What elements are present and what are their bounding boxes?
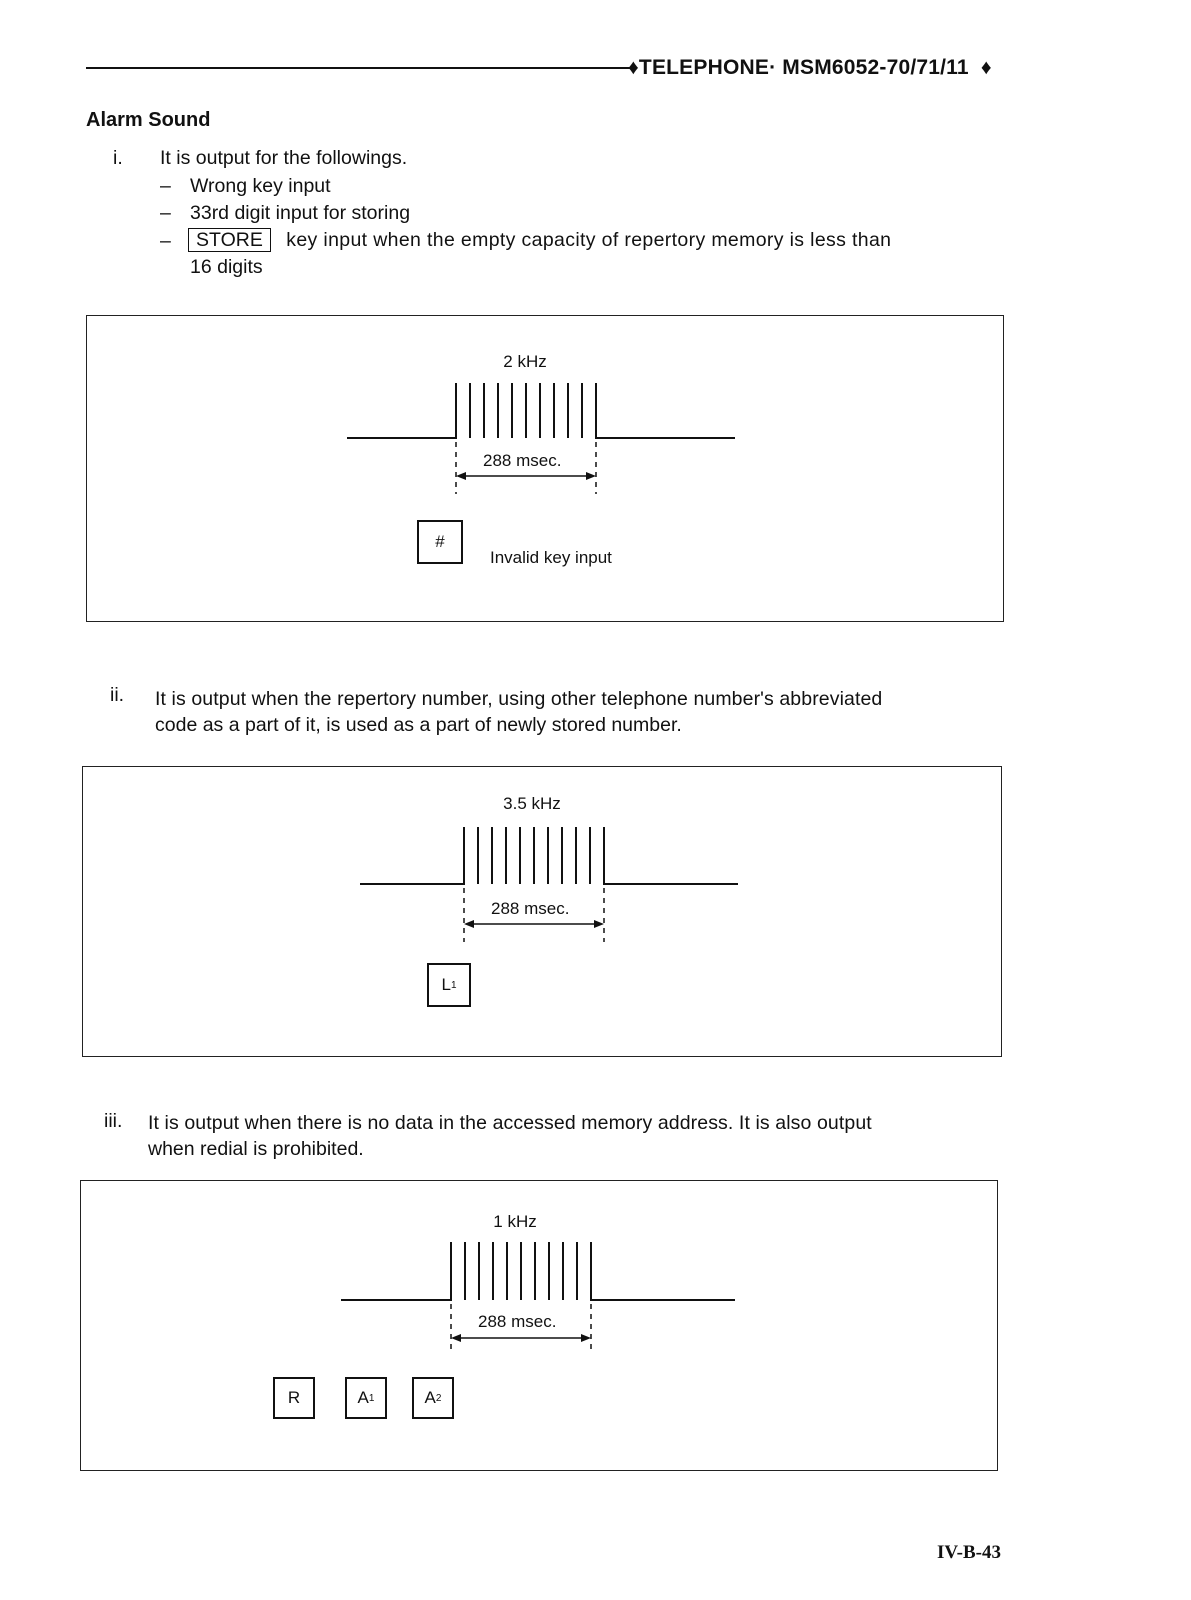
store-key-box: STORE <box>188 228 271 252</box>
frequency-label: 3.5 kHz <box>503 794 561 813</box>
item2-line1: It is output when the repertory number, using other telephone number's abbreviated <box>155 688 883 710</box>
bullet-text: Wrong key input <box>190 175 331 197</box>
r-key-icon: R <box>273 1377 315 1419</box>
hash-key-icon: # <box>417 520 463 564</box>
bullet-dash: – <box>160 202 171 224</box>
l1-key-icon: L 1 <box>427 963 471 1007</box>
bullet-dash: – <box>160 175 171 197</box>
header-title-text: TELEPHONE· MSM6052-70/71/11 <box>638 56 969 79</box>
diamond-icon: ♦ <box>628 56 639 79</box>
item2-marker: ii. <box>110 684 125 706</box>
section-title: Alarm Sound <box>86 109 211 131</box>
frequency-label: 1 kHz <box>493 1212 537 1231</box>
a1-key-icon: A 1 <box>345 1377 387 1419</box>
item2-line2: code as a part of it, is used as a part of newly stored number. <box>155 714 682 736</box>
page-number: IV-B-43 <box>936 1542 1001 1563</box>
bullet-continuation: 16 digits <box>190 256 263 278</box>
item1-text: It is output for the followings. <box>160 147 408 169</box>
a2-key-icon: A 2 <box>412 1377 454 1419</box>
duration-label: 288 msec. <box>478 1312 557 1331</box>
duration-label: 288 msec. <box>483 451 562 470</box>
duration-label: 288 msec. <box>491 899 570 918</box>
diagram-caption: Invalid key input <box>490 548 612 567</box>
bullet-dash: – <box>160 230 171 252</box>
diamond-icon: ♦ <box>980 56 992 79</box>
bullet-text: 33rd digit input for storing <box>190 202 411 224</box>
item3-line2: when redial is prohibited. <box>148 1138 364 1160</box>
item3-marker: iii. <box>104 1110 123 1132</box>
item3-line1: It is output when there is no data in the accessed memory address. It is also output <box>148 1112 872 1134</box>
item1-marker: i. <box>113 147 123 169</box>
bullet-text: key input when the empty capacity of repertory memory is less than <box>286 229 892 251</box>
frequency-label: 2 kHz <box>503 352 547 371</box>
